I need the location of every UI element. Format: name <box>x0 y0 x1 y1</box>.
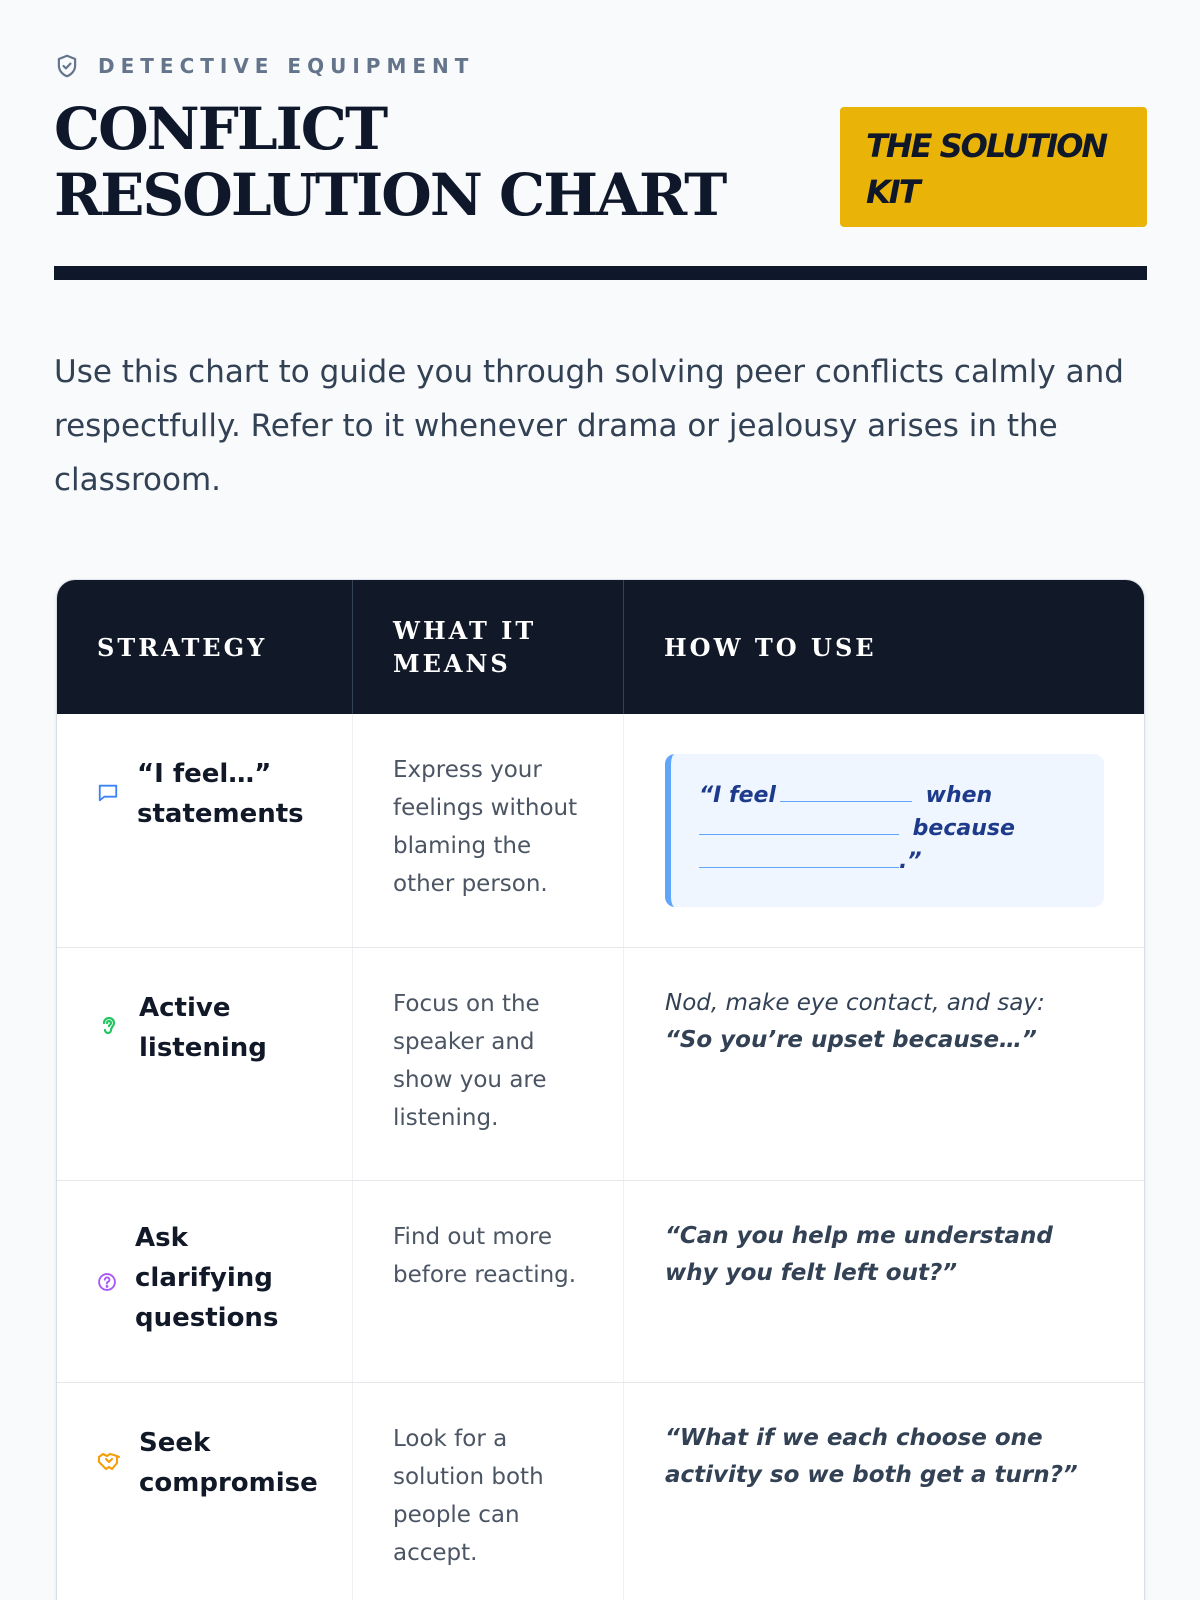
strategy-cell <box>57 1383 353 1600</box>
howto-cell <box>624 714 1144 947</box>
solution-kit-badge <box>840 107 1147 227</box>
page-title: CONFLICT RESOLUTION CHART <box>54 95 726 229</box>
howto-cell <box>624 1181 1144 1382</box>
table-row <box>57 948 1144 1181</box>
howto-cell <box>624 948 1144 1180</box>
eyebrow-label: DETECTIVE EQUIPMENT <box>98 54 475 78</box>
conflict-resolution-table <box>57 580 1144 1600</box>
howto-lead: Nod, make eye contact, and say: <box>665 990 1045 1016</box>
strategy-cell <box>57 714 353 947</box>
howto-quote: “Can you help me understand why you felt left out?” <box>665 1223 1053 1286</box>
question-circle-icon <box>97 1272 117 1292</box>
blank-feeling[interactable] <box>780 780 912 802</box>
chat-bubble-icon <box>97 782 119 804</box>
table-row <box>57 1383 1144 1600</box>
meaning-cell: Focus on the speaker and show you are listening. <box>353 948 624 1180</box>
column-header-strategy: STRATEGY <box>57 580 353 714</box>
title-divider <box>54 266 1147 280</box>
template-when: when <box>925 783 993 808</box>
i-feel-template-box <box>665 754 1104 907</box>
column-header-howto: HOW TO USE <box>664 632 877 662</box>
table-row <box>57 1181 1144 1383</box>
blank-situation[interactable] <box>699 813 899 835</box>
meaning-cell: Find out more before reacting. <box>353 1181 624 1382</box>
column-header-meaning-label: WHAT IT MEANS <box>393 616 537 678</box>
strategy-cell <box>57 1181 353 1382</box>
column-header-meaning <box>353 580 624 714</box>
template-because: because <box>912 816 1015 841</box>
howto-cell <box>624 1383 1144 1600</box>
handshake-icon <box>97 1449 121 1473</box>
howto-quote: “What if we each choose one activity so we both get a turn?” <box>665 1425 1078 1488</box>
template-i-feel: “I feel <box>699 783 776 808</box>
strategy-name: Ask clarifying questions <box>135 1223 279 1333</box>
strategy-cell <box>57 948 353 1180</box>
meaning-cell: Express your feelings without blaming the other person. <box>353 714 624 947</box>
ear-icon <box>97 1014 121 1040</box>
eyebrow <box>54 53 474 79</box>
strategy-name: Seek compromise <box>139 1428 318 1498</box>
shield-check-icon <box>54 53 80 79</box>
table-header <box>57 580 1144 714</box>
template-end: .” <box>899 849 922 874</box>
meaning-cell: Look for a solution both people can accept. <box>353 1383 624 1600</box>
howto-quote: “So you’re upset because…” <box>665 1027 1037 1053</box>
blank-reason[interactable] <box>699 846 899 868</box>
strategy-name: Active listening <box>139 993 267 1063</box>
badge-label: THE SOLUTION KIT <box>866 127 1107 211</box>
intro-paragraph: Use this chart to guide you through solving peer conflicts calmly and respectfully. Refer to it whenever drama or jealousy arises in the classroom. <box>54 354 1124 498</box>
strategy-name: “I feel…” statements <box>137 759 304 829</box>
table-row <box>57 714 1144 948</box>
